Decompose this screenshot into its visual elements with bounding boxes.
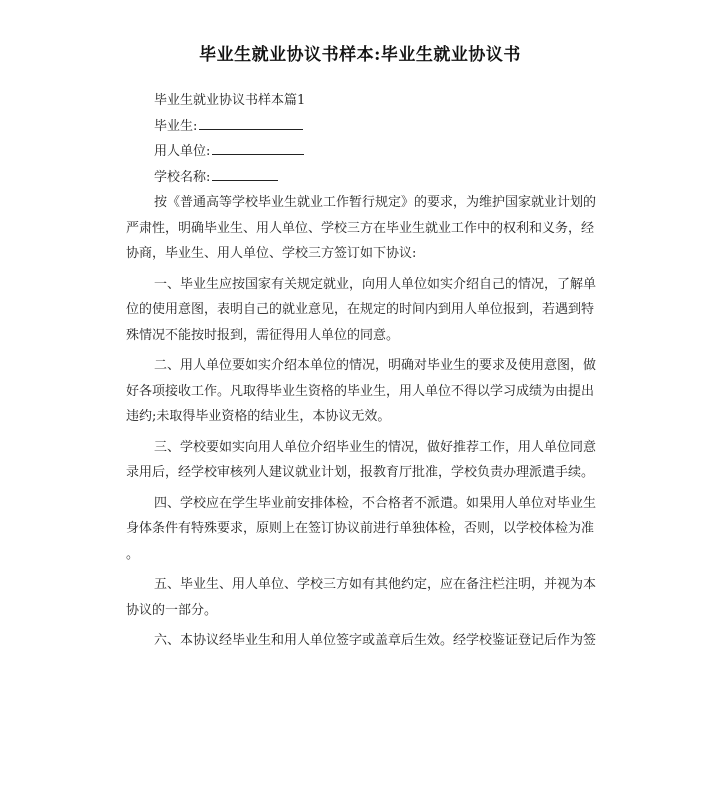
paragraph-line: 殊情况不能按时报到，需征得用人单位的同意。 bbox=[126, 327, 400, 343]
field-employer-label: 用人单位: bbox=[154, 144, 211, 159]
subheading: 毕业生就业协议书样本篇1 bbox=[154, 93, 306, 108]
document-body bbox=[126, 88, 596, 659]
field-school-label: 学校名称: bbox=[154, 169, 211, 185]
field-employer-blank bbox=[212, 142, 304, 155]
paragraph-line: 五、毕业生、用人单位、学校三方如有其他约定，应在备注栏注明，并视为本 bbox=[154, 577, 597, 592]
paragraph-line: 身体条件有特殊要求，原则上在签订协议前进行单独体检，否则，以学校体检为准 bbox=[126, 521, 595, 536]
paragraph-line: 协商，毕业生、用人单位、学校三方签订如下协议: bbox=[126, 246, 417, 261]
paragraph-line: 。 bbox=[126, 546, 140, 562]
paragraph-line: 一、毕业生应按国家有关规定就业，向用人单位如实介绍自己的情况，了解单 bbox=[154, 276, 597, 292]
field-graduate-blank bbox=[199, 117, 303, 130]
field-school bbox=[126, 165, 596, 191]
paragraph-clause-4 bbox=[126, 491, 596, 568]
paragraph-line: 三、学校要如实向用人单位介绍毕业生的情况，做好推荐工作，用人单位同意 bbox=[154, 439, 597, 455]
paragraph-line: 位的使用意图，表明自己的就业意见，在规定的时间内到用人单位报到，若遇到特 bbox=[126, 302, 595, 317]
paragraph-clause-6 bbox=[126, 628, 596, 654]
field-graduate-label: 毕业生: bbox=[154, 118, 198, 134]
field-school-blank bbox=[212, 168, 278, 181]
paragraph-clause-3 bbox=[126, 435, 596, 486]
field-graduate bbox=[126, 114, 596, 140]
paragraph-line: 违约;未取得毕业资格的结业生，本协议无效。 bbox=[126, 409, 391, 424]
paragraph-intro bbox=[126, 190, 596, 267]
paragraph-clause-1 bbox=[126, 272, 596, 349]
paragraph-clause-2 bbox=[126, 353, 596, 430]
field-employer bbox=[126, 139, 596, 165]
paragraph-clause-5 bbox=[126, 572, 596, 623]
paragraph-line: 好各项接收工作。凡取得毕业生资格的毕业生，用人单位不得以学习成绩为由提出 bbox=[126, 383, 595, 399]
paragraph-line: 四、学校应在学生毕业前安排体检，不合格者不派遣。如果用人单位对毕业生 bbox=[154, 495, 597, 511]
paragraph-line: 二、用人单位要如实介绍本单位的情况，明确对毕业生的要求及使用意图，做 bbox=[154, 358, 597, 373]
document-title: 毕业生就业协议书样本:毕业生就业协议书 bbox=[199, 45, 521, 65]
paragraph-line: 协议的一部分。 bbox=[126, 602, 218, 618]
paragraph-line: 录用后，经学校审核列人建议就业计划，报教育厅批准，学校负责办理派遣手续。 bbox=[126, 465, 595, 480]
paragraph-line: 严肃性，明确毕业生、用人单位、学校三方在毕业生就业工作中的权利和义务，经 bbox=[126, 220, 595, 236]
paragraph-line: 六、本协议经毕业生和用人单位签字或盖章后生效。经学校鉴证登记后作为签 bbox=[154, 633, 597, 648]
paragraph-line: 按《普通高等学校毕业生就业工作暂行规定》的要求，为维护国家就业计划的 bbox=[154, 195, 597, 210]
